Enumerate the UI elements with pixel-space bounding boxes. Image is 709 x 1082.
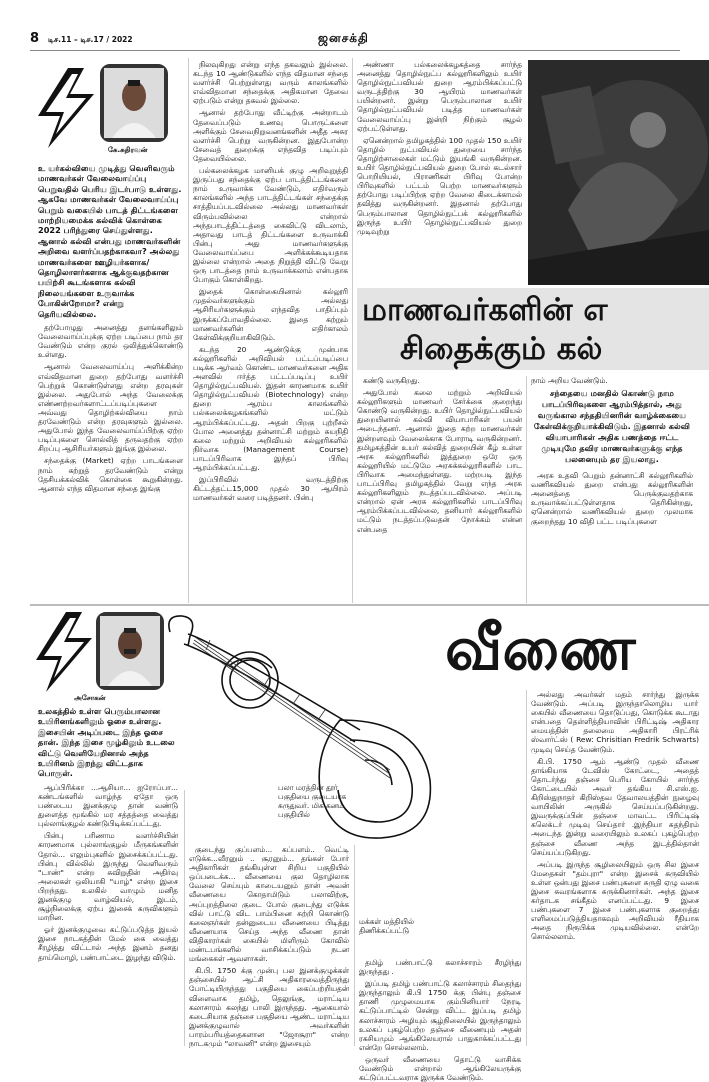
paragraph: பின்பு பரிணாம வளர்ச்சியின் காரணமாக புல்லாங்குழல் மீருகங்களின் தோல்... எலும்புகளில் இசைக்கப்பட்டது. பின்பு வில்லில் இருந்து வெளிவரும் "டாண்" என்ற சுவிறுதின் அதிர்வு அலைகள் ஒலியாகி "யாழ்" என்ற இசை பிறந்தது. உலகில் வாழும் மனித இனக்குழு வாழ்வியல், இடம், சூழ்நிலைக்கு ஏற்ப இசைக் கருவிகளும் மாறின. xyxy=(38,831,178,923)
lightning-bolt-icon xyxy=(38,68,98,148)
author-name: கே.சுதிரவன் xyxy=(108,146,148,154)
paragraph: இப்படி தமிழ் பண்பாட்டு கலாச்சாரம் சிதைந்து இருந்தாலும் கி.பி 1750 க்கு பின்பு தஞ்சை தாணி முழுமையாக கும்பினியார் நேரடி கட்டுப்பாட்டில் சென்று விட்ட இப்படி தமிழ் கலாச்சாரம் அழியும் சூழ்நிலையில் இருந்தாலும் உலகப் புகழ்பெற்ற தஞ்சை வீணையும் அதன் ரகசியமும் ஆங்கிலேயரால் பாதுகாக்கப்பட்டது என்றே சொல்லலாம். xyxy=(359,979,521,1052)
header-rule xyxy=(30,50,680,51)
paragraph: பல்கலைக்கழக மானியக் குழு அறிவுறுத்தி இருப்பது சந்தைக்கு ஏற்ப பாடத்திட்டங்களை நாம் உருவாக்க வேண்டும், எதிர்வரும் காலங்களில் அந்த பாடத்திட்டங்கள் சந்தைக்கு சாத்தியப்படவில்லை அல்லது மாணவர்கள் விரும்பவில்லை என்றால் அந்தபாடத்திட்டத்தை கைவிட்டு விடலாம், அதாவது பாடத் திட்டங்களை உருவாக்கி பின்பு அது மாணவர்களுக்கு வேலைவாய்ப்பை அளிக்கக்கூடியதாக இல்லை என்றால் அதை நிறுத்தி விட்டு வேறு ஒரு பாடத்தை நாம் உருவாக்கலாம் என்பதாக போகும் கொள்கிறது. xyxy=(193,166,348,285)
article2-column-3 xyxy=(359,958,521,1082)
article2-lead: உலகத்தில் உள்ள பெரும்பாலான உயிரினங்களிலும் ஓசை உள்ளது. இசையின் அடிப்படை இந்த ஓசை தான். இந்த இசை மூழ்கிலும் உடலை விட்டு வெளியேறினால் அந்த உயிரினம் இறந்து விட்டதாக பொருள். xyxy=(38,706,175,779)
headline-line-1: மாணவர்களின் எ xyxy=(362,292,608,328)
headline-line-2: சிதைக்கும் கல் xyxy=(400,331,603,367)
paragraph: தமிழ் பண்பாட்டு கலாச்சாரம் சீரழிந்து இருந்தது . xyxy=(359,958,521,977)
paragraph: இப்பிரிவில் வருடத்திற்கு கிட்டத்தட்ட15,000 முதல் 30 ஆயிரம் மாணவர்கள் வரை படித்தனர். பின்பு xyxy=(193,475,348,503)
article2-column-1 xyxy=(38,706,178,1046)
article2-column-2 xyxy=(189,845,349,1046)
column-divider xyxy=(184,790,185,1046)
column-divider xyxy=(526,376,527,603)
page-number: 8 xyxy=(30,31,40,46)
article1-lead xyxy=(38,163,183,319)
author-portrait xyxy=(100,64,168,142)
issue-date: டிச.11 – டிச.17 / 2022 xyxy=(48,35,133,44)
lightning-bolt-icon xyxy=(36,612,96,692)
hero-illustration xyxy=(528,60,709,285)
article2-column-4 xyxy=(531,690,699,1046)
paragraph: சந்தைக்கு (Market) ஏற்ற பாடங்களை நாம் கற்றுத் தரவேண்டும் என்று தேசியக்கல்விக் கொள்கை கூறுகின்றது. ஆனால் எந்த விதமான சந்தை இங்கு xyxy=(38,456,183,493)
article1-column-3-bottom xyxy=(357,376,522,603)
paragraph: இதைக் கொள்கையினால் கல்லூரி முதல்வர்களுக்கும் அல்லது ஆசிரியர்களுக்கும் எந்தவித பாதிப்பும் இருக்கப்போவதில்லை. இதை கற்றும் மாணவர்களின் எதிர்காலம் கேள்விக்குறியாகிவிடும். xyxy=(193,287,348,342)
paragraph: குடைந்து குப்பளம்... கப்பளம்.. வெட்டி எடுக்க...வீரனும் .. சூரனும்... தங்கள் போர் அதிகாரிகள் தங்கியுள்ள சிறிய பகுதியில் ஒப்படைக்க... வீணையை குல தொழிலாக வேலை செய்யும் காடையனும் தான் அவன் வீணையை கொதாமிடும் பலாவிற்கு, அப்புறத்திலை குடை போல் குடைந்து எடுக்க வில் பாட்டு விட பாம்பினை சுற்றி கொண்டு கலைஞர்கள் தன்னுடைய வீணையை பிடித்து வீணையாக செய்த அந்த வீணை தான் விதிகாரர்கள் கையில் மிளிரும் கோவில் மண்டபங்களில் வாசிக்கப்படும் நடன மங்கைகள் ஆவளாகள். xyxy=(189,845,349,964)
lead-part-2: ஆகவே மாணவர்கள் வேலைவாய்ப்பு பெறும் வகையில் பாடத் திட்டங்களை மாற்றியமைக்க கல்விக் கொள்கை 2022 பரிந்துரை செய்துள்ளது. ஆனால் கல்வி என்பது மாணவர்களின் அறிவை வளர்ப்பதற்காகவா? அல்லது மாணவர்களை ஊழியர்களாக/ தொழிலாளர்களாக ஆக்குவதற்கான பயிற்சி கூடங்களாக கல்வி நிலையங்களை உருவாக்க போகின்றோமா? என்று தெரியவில்லை. xyxy=(38,194,181,319)
pull-quote: சந்தையை மனதில் கொண்டு நாம பாடப்பிரிவுகளை ஆரம்பித்தால், அது வருங்கால சந்ததியினரின் வாழ்க்கையை கேள்விக்குறியாக்கிவிடும். இதனால் கல்வி வியாபாரிகள் அதிக பணத்தை ஈட்ட முடியுமே தவிர மாணவர்களுக்கு எந்த பலனையும் தர இயலாது. xyxy=(533,388,691,465)
paragraph: தற்போழுது அனைத்து தளங்களிலும் வேலைவாய்ப்புக்கு ஏற்ற படிப்பை நாம் தர வேண்டும் என்ற குரல் ஒலித்துக்கொண்டு உள்ளது. xyxy=(38,323,183,360)
article1-column-4 xyxy=(531,376,693,603)
paragraph: ஏனென்றால் தமிழகத்தில் 100 முதல் 150 உயிர் தொழில் நுட்பவியல் துறையை சார்ந்த தொழிற்சாலைகள் மட்டும் இயங்கி வருகின்றன. உயிர் தொழில்நுட்பவியல் துறை போல் கடல்சார் பொறியியல், பிராணிகள் பிரிவு போன்ற பிரிவுகளில் பட்டம் பெற்ற மாணவர்களும் தற்போது படிப்பிற்கு ஏற்ற வேலை கிடைக்காமல் தவித்து வருகின்றனர். இதனால் தற்போது பெரும்பாலான தொழில்நுட்பக் கல்லூரிகளில் இருந்த உயிர் தொழில்நுட்பவியல் துறை முடிவுற்று xyxy=(357,135,522,236)
paragraph: அரசு உதவி பெறும் தன்னாட்சி கல்லூரிகளில் வணிகவியல் துறை என்பது கல்லூரிகளின் அனைத்தை பெருக்குவதற்காக உருவாக்கப்பட்டுள்ளதாக தெரிகின்றது, ஏனென்றால் வணிகவியல் துறை முலமாக குறைந்தது 10 விதி பட்ட படிப்புகளை xyxy=(531,471,693,526)
paragraph: நாம் அறிய வேண்டும். xyxy=(531,376,608,385)
paragraph: ஆனால் வேலைவாய்ப்பு அளிக்கின்ற எவ்விதமான துறை தற்போது வளர்ச்சி பெற்றுக் கொண்டுள்ளது என்ற தரவுகள் இல்லை. அதுபோல் அந்த வேலைக்கு எண்ணற்றவர்களாட்டப்படிப்புகளை அவ்வது தொழிற்கல்வியை நாம் தரவேண்டும் என்ற தரவுகளும் இல்லை. அதுபோல் இந்த வேலைவாய்ப்பிற்கு ஏற்ற படிப்புகளை சொல்லித் தருவதற்கு ஏற்ற சிறப்பு ஆசிரியர்களும் இங்கு இல்லை. xyxy=(38,362,183,454)
masthead: ஜனசக்தி xyxy=(318,31,369,45)
veena-caption: பலா மரத்தின் தூர் பகுதியை குடையாக கருதுவர். மிக கனம் பகுதியில் xyxy=(278,783,347,819)
paragraph: அல்லது அவர்கள் மதம் சார்ந்து இருக்க வேண்டும். அப்படி இருந்தாலொழிய யாா் கையில் வீணையை தொடுப்பது, கொடுக்க கூடாது என்பதை தெள்ளித்தியாவின் பிரிட்டிஷ் அதிகார மையத்தின் தலைமை அதிகாரி பிரட்ரிக் ஸ்வார்ட்ஸ் ( Rew: Chrisitian Fredrik Schwarts) முடிவு செய்த வேண்டும். xyxy=(531,690,699,754)
section-divider xyxy=(30,604,709,606)
paragraph: கண்டு வருகிறது. xyxy=(363,376,420,385)
paragraph: ஆனால் தற்போது வீட்டிற்கு அன்றாடம் தேவைப்படும் உணவு பொருட்களை அளிக்கும் சேவைநிறுவனங்களின் அதீத அசுர வளர்ச்சி பெற்று வருகின்றன. இதுபோன்ற சேவைத் துறைக்கு எந்தவித படிப்பும் தேவையில்லை. xyxy=(193,108,348,163)
paragraph: அப்படி இருந்த சூழிலையிலும் ஒரு சில இசை மேதைகள் "தம்புரா" என்ற இசைக் கருவியில் உள்ள ஒன்பது இசை பண்புகளை சுருதி ஏழு வகை இசை சுவரங்களாக சுருக்கினார்கள். அந்த இசை சுர்தாடக சங்கீதம் எனப்பட்டது. 9 இசை பண்புகளை 7 இசை பண்புகளாக குறைத்து எளிமைப்படுத்தியதாகவும் அறிவியல் ரீதியாக அதை நிரூபிக்க முடியவில்லை. என்றே சொல்லலாம். xyxy=(531,859,699,942)
article1-column-3-top xyxy=(357,60,522,284)
article2-title: வீணை xyxy=(445,614,636,684)
column-divider xyxy=(352,58,353,603)
author-name: அசோகன் xyxy=(74,694,106,702)
paragraph: அண்ணா பல்கலைக்கழகத்தை சார்ந்த அனைத்து தொழில்நுட்ப கல்லூரிகளிலும் உயிர் தொழில்நுட்பவியல் துறை ஆரம்பிக்கப்பட்டு வருடத்திற்கு 30 ஆயிரம் மாணவர்கள் பயின்றனர். இன்று பெரும்பாலான உயிர் தொழில்நுட்பவியல் படித்த மாணவர்கள் வேலைவாய்ப்பு இன்றி நிற்கும் சூழல் ஏற்பட்டுள்ளது. xyxy=(357,60,522,133)
paragraph: ஒருவர் வீணையை தொட்டு வாசிக்க வேண்டும் என்றால் ஆங்கிலேயருக்கு கட்டுப்பட்டவராக இருக்க வேண்டும். xyxy=(359,1054,521,1082)
column-divider xyxy=(354,845,355,1046)
paragraph: அதுபோல் கலை மற்றும் அறிவியல் கல்லூரிகளும் மாணவர் சேர்க்கை குறைந்து கொண்டு வருகின்றது. உயிர் தொழில்நுட்பவியல் துறையினால் கல்வி வியாபாரிகள் பயன் அடைந்தனர். ஆனால் இதை கற்ற மாணவர்கள் இன்றளவும் வேலைக்காக போராடி வருகின்றனர். தமிழகத்தின் உயர் கல்வித் துறையின் கீழ் உள்ள அரசு கல்லூரிகளில் இத்துறை ஒரே ஒரு கல்லூரியில் மட்டுமே அரசுக்கல்லூரிகளில் பாட பிரிவாக அமைந்துள்ளது. மற்றபடி இந்த பாடப்பிரிவு தமிழகத்தில் வேறு எந்த அரசு கல்லூரிகளிலும் நடத்தப்படவில்லை. அப்படி என்றால் ஏன் அரசு கல்லூரிகளில் பாடப்பிரிவு ஆரம்பிக்கப்படவில்லை, தனியார் கல்லூரிகளில் மட்டும் நடத்தப்படுவதன் நோக்கம் என்ன என்பதை xyxy=(357,388,522,534)
column-divider xyxy=(188,58,189,603)
paragraph: ஓர் இனக்குழுவை கட்டுப்படுத்த இயல் இசை நாடகத்தின் மேல் கை வைத்து சீரழித்து விட்டால் அந்த இனம் தனது தாய்மொழி, பண்பாட்டை இழந்து விடும். xyxy=(38,925,178,962)
article1-column-2 xyxy=(193,60,348,603)
paragraph: கடந்த 20 ஆண்டுக்கு முன்பாக கல்லூரிகளில் அறிவியல் பட்டப்படிப்பை படிக்க ஆர்வம் கொண்ட மாணவர்களை அதிக அளவில் ஈர்த்த பட்டப்படிப்பு உயிர் தொழில்நுட்பவியல். இதன் காரணமாக உயிர் தொழில்நுட்பவியல் (Biotechnology) என்ற துறை ஆரம்ப காலங்களில் பல்கலைக்கழகங்களில் மட்டும் ஆரம்பிக்கப்பட்டது. அதன் பிறகு புற்றீசல் போல அனைத்து தன்னாட்சி மற்றும் சுயநிதி கலை மற்றும் அறிவியல் கல்லூரிகளில் நிர்வாக (Management Course) பாடப்பிரிவாக இந்தப் பிரிவு ஆரம்பிக்கப்பட்டது. xyxy=(193,344,348,473)
paragraph: நிலவுகிறது என்று எந்த தகவலும் இல்லை. கடந்த 10 ஆண்டுகளில் எந்த விதமான சந்தை வளர்ச்சி பெற்றுள்ளது வரும் காலங்களில் எவ்விதமான சந்தைக்கு அதிகமான தேவை ஏற்படும் என்று தகவல் இல்லை. xyxy=(193,60,348,106)
paragraph: கி.பி. 1750 ஆம் ஆண்டு முதல் வீணை தாங்கியாக டேவிஸ் கோட்டை, அதைத் தொடர்ந்து தஞ்சை பெரிய கோயில் சார்ந்த கோட்டையில் அவர் தங்கிய சி.எஸ்.ஐ. கிறிஸ்துநாதர் கிறிஸ்தவ தேவாலயத்தின் நுழைவு வாயிலின் அருகில் செய்யப்படுகின்றது. இவருக்குப்பின் தஞ்சை மாவட்ட பிரிட்டிஷ் கலெக்டர் முடிவு செய்தார் .இந்தியா சுதந்திரம் அடைந்த இன்று வரையிலும் உலகப் புகழ்பெற்ற தஞ்சை வீணை அந்த இடத்தில்தான் செய்யப்படுகிறது. xyxy=(531,756,699,857)
author-portrait xyxy=(96,612,164,690)
column-divider xyxy=(526,690,527,1046)
paragraph: ஆப்பிரிக்கா ...ஆசியா... ஐரோப்பா... கண்டங்களில் வாழ்ந்த ஏதோ ஒரு பண்டைய இனக்குழு தான் வண்டு துளைத்த மூங்கில் மர சத்தத்தை வைத்து புல்லாங்குழல் கண்டுபிடிக்கப்பட்டது. xyxy=(38,782,178,829)
article1-column-1 xyxy=(38,163,183,603)
lead-part-1: உ யர்கல்வியை முடித்து வெளிவரும் மாணவர்கள் வேலைவாய்ப்பு பெறுவதில் பெரிய இடர்பாடு உள்ளது. xyxy=(38,163,182,194)
paragraph: கி.பி. 1750 க்கு முன்பு பல இனக்குழுக்கள் தஞ்சையில் ஆட்சி அதிகாரவைத்திருந்து போட்டியிருந்தது பகுதியை கைப்பற்றியதன் விளைவாக தமிழ், தெலுங்கு, மராட்டிய கலாசாரம் கலந்து பாலி இருந்தது. ஆகையால் கடைசியாக தஞ்சை பகுதியை ஆண்ட மராட்டிய இனக்குழுவால் அவர்களின் பாரம்பரியத்தைகளான "ஜோசூரா" என்ற நாடகமும் "லாவனி" என்ற இசையும் xyxy=(189,966,349,1048)
caption-continued: மக்கள் மத்தியில் திணிக்கப்பட்டு xyxy=(359,917,414,935)
